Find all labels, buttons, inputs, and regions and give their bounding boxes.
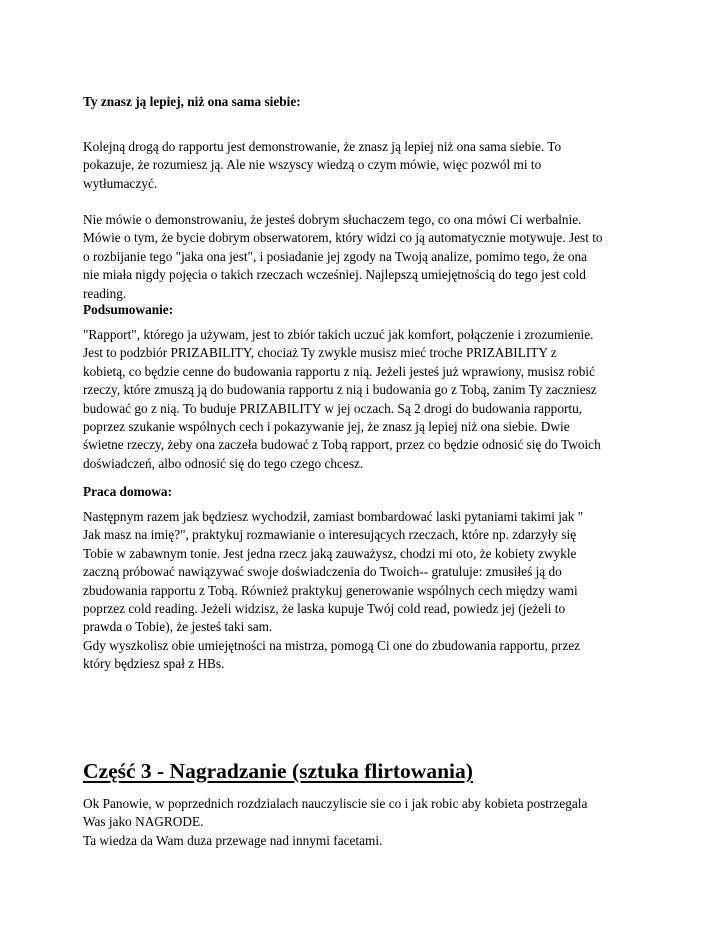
text-line: Jak masz na imię?", praktykuj rozmawianie o interesujących rzeczach, które np. zdarzyły się xyxy=(83,527,577,543)
text-line: wytłumaczyć. xyxy=(83,175,158,191)
text-line: poprzez cold reading. Jeżeli widzisz, że laska kupuje Twój cold read, powiedz jej (jeżeli to xyxy=(83,601,566,617)
text-line: o rozbijanie tego "jaka ona jest", i posiadanie jej zgody na Twoją analize, pomimo tego, że ona xyxy=(83,248,588,264)
paragraph xyxy=(83,508,683,674)
section-heading: Praca domowa: xyxy=(83,484,172,499)
text-line: zaczną próbować nawiązywać swoje doświadczenia do Twoich-- gratuluje: zmusiłeś ją do xyxy=(83,564,562,580)
text-line: Kolejną drogą do rapportu jest demonstrowanie, że znasz ją lepiej niż ona sama siebie. To xyxy=(83,139,562,154)
text-line: reading. xyxy=(83,285,127,301)
text-line: kobietą, co będzie cenne do budowania rapportu z nią. Jeżeli jesteś już wprawiony, musisz robić xyxy=(83,363,596,379)
paragraph xyxy=(83,211,683,303)
text-line: Następnym razem jak będziesz wychodził, zamiast bombardować laski pytaniami takimi jak " xyxy=(83,509,584,524)
text-line: świetne rzeczy, żeby ona zaczeła budować z Tobą rapport, przez co będzie odnosić się do Twoich xyxy=(83,437,601,453)
text-line: Jest to podzbiór PRIZABILITY, chociaż Ty zwykle musisz mieć troche PRIZABILITY z xyxy=(83,345,557,361)
paragraph xyxy=(83,795,683,850)
text-line: doświadczeń, albo odnosić się do tego czego chcesz. xyxy=(83,455,364,471)
text-line: Was jako NAGRODE. xyxy=(83,814,204,830)
text-line: prawda o Tobie), że jesteś taki sam. xyxy=(83,619,273,635)
section-heading: Podsumowanie: xyxy=(83,302,174,317)
text-line: Ta wiedza da Wam duza przewage nad innymi facetami. xyxy=(83,832,383,848)
text-line: rzeczy, które zmuszą ją do budowania rapportu z nią i budowania go z Tobą, zanim Ty zaczniesz xyxy=(83,382,597,398)
paragraph xyxy=(83,138,683,193)
paragraph xyxy=(83,326,683,473)
text-line: Mówie o tym, że bycie dobrym obserwatorem, który widzi co ją automatycznie motywuje. Jest to xyxy=(83,230,603,246)
text-line: pokazuje, że rozumiesz ją. Ale nie wszyscy wiedzą o czym mówie, więc pozwól mi to xyxy=(83,157,542,173)
text-line: "Rapport", którego ja używam, jest to zbiór takich uczuć jak komfort, połączenie i zrozumienie. xyxy=(83,327,594,342)
text-line: zbudowania rapportu z Tobą. Również praktykuj generowanie wspólnych cech między wami xyxy=(83,582,578,598)
text-line: Gdy wyszkolisz obie umiejętności na mistrza, pomogą Ci one do zbudowania rapportu, przez xyxy=(83,637,581,653)
text-line: nie miała nigdy pojęcia o takich rzeczach wcześniej. Najlepszą umiejętnością do tego jest cold xyxy=(83,267,586,283)
text-line: który będziesz spał z HBs. xyxy=(83,656,225,672)
text-line: poprzez szukanie wspólnych cech i pokazywanie jej, że znasz ją lepiej niż ona siebie. Dwie xyxy=(83,419,570,435)
text-line: Nie mówie o demonstrowaniu, że jesteś dobrym słuchaczem tego, co ona mówi Ci werbalnie. xyxy=(83,212,582,227)
text-line: Ok Panowie, w poprzednich rozdzialach nauczyliscie sie co i jak robic aby kobieta postrzegala xyxy=(83,796,588,811)
chapter-title: Część 3 - Nagradzanie (sztuka flirtowania) xyxy=(83,759,473,783)
text-line: budować go z nią. To buduje PRIZABILITY w jej oczach. Są 2 drogi do budowania rapportu, xyxy=(83,400,583,416)
text-line: Tobie w zabawnym tonie. Jest jedna rzecz jaką zauważysz, chodzi mi oto, że kobiety zwykle xyxy=(83,545,577,561)
section-heading: Ty znasz ją lepiej, niż ona sama siebie: xyxy=(83,94,301,109)
